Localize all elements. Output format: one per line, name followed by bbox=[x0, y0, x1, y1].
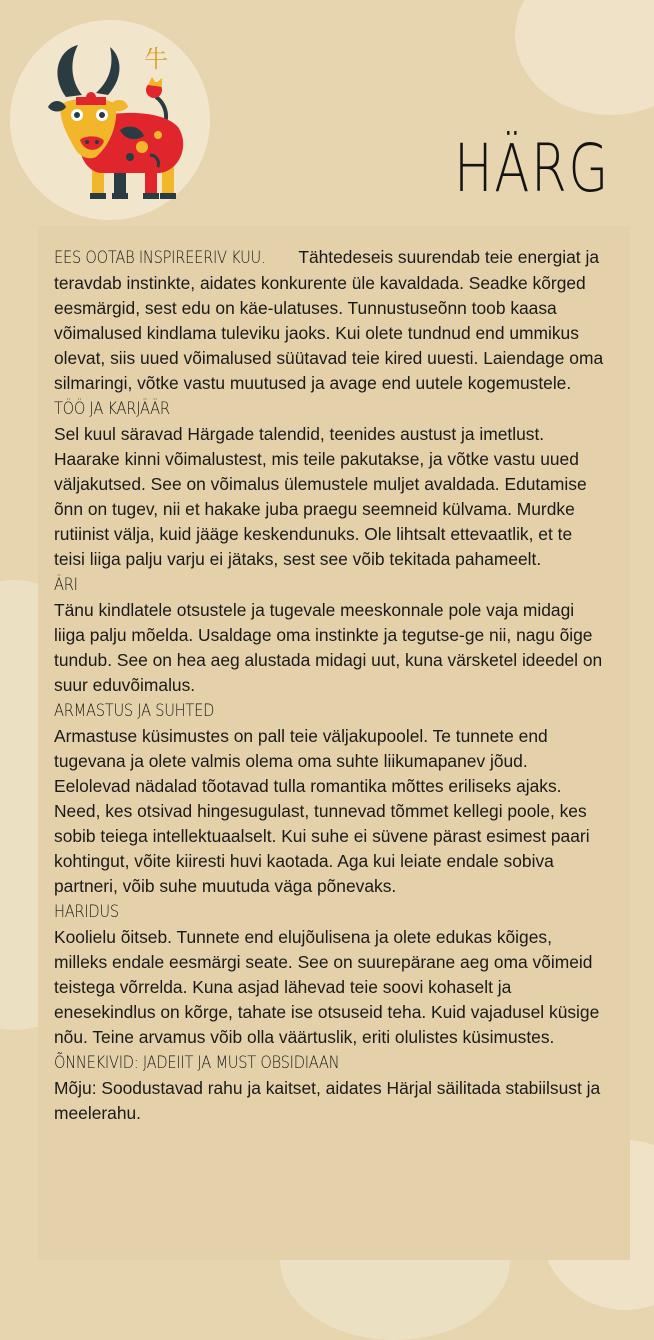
horoscope-text bbox=[54, 245, 606, 1126]
section-text-business: Tänu kindlatele otsustele ja tugevale meeskonnale pole vaja midagi liiga palju mõelda. Usaldage oma instinkte ja tegutse-ge nii, nagu õige tundub. See on hea aeg alustada midagi uut, kuna värsketel ideedel on suur eduvõimalus. bbox=[54, 600, 603, 695]
section-text-love: Armastuse küsimustes on pall teie väljakupoolel. Te tunnete end tugevana ja olete valmis olema oma suhte liikumapanev jõud. Eelolevad nädalad tõotavad tulla romantika mõttes eriliseks ajaks. Need, kes otsivad hingesugulast, tunnevad tõmmet kellegi poole, kes sobib teiega intellektuaalselt. Kui suhe ei süvene pärast esimest paari kohtingut, võite kiiresti huvi kaotada. Aga kui leiate endale sobiva partneri, võib suhe muutuda väga põnevaks. bbox=[54, 726, 590, 896]
section-heading-work: TÖÖ JA KARJÄÄR bbox=[54, 399, 170, 419]
section-text-work: Sel kuul säravad Härgade talendid, teenides austust ja imetlust. Haarake kinni võimalustest, mis teile pakutakse, ja võtke vastu uued väljakutsed. See on võimalus ülemustele muljet avaldada. Edutamise õnn on tugev, nii et hakake juba praegu seemneid külvama. Murdke rutiinist välja, kuid jääge keskendunuks. Ole lihtsalt ettevaatlik, et te teisi liiga palju varju ei jätaks, sest see võib tekitada pahameelt. bbox=[54, 424, 587, 569]
intro-paragraph bbox=[54, 245, 606, 396]
chinese-glyph: 牛 bbox=[144, 45, 168, 73]
section-text-stones: Mõju: Soodustavad rahu ja kaitset, aidates Härjal säilitada stabiilsust ja meelerahu. bbox=[54, 1078, 601, 1123]
section-text-education: Koolielu õitseb. Tunnete end elujõulisena ja olete edukas kõiges, milleks endale eesmärgi seate. See on suurepärane aeg oma võimeid teistega võrrelda. Kuna asjad lähevad teie soovi kohaselt ja enesekindlus on kõrge, tahate ise otsuseid teha. Kuid vajadusel küsige nõu. Teine arvamus võib olla väärtuslik, eriti olulistes küsimustes. bbox=[54, 927, 600, 1047]
section-heading-business: ÄRI bbox=[54, 575, 78, 595]
sign-title: HÄRG bbox=[454, 130, 610, 207]
decorative-circle bbox=[515, 0, 654, 115]
intro-text: Tähtedeseis suurendab teie energiat ja teravdab instinkte, aidates konkurente üle kavaldada. Seadke kõrged eesmärgid, sest edu on käe-ulatuses. Tunnustuseõnn toob kaasa võimalused kindlama tuleviku jaoks. Kui olete tundnud end ummikus olevat, siis uued võimalused süütavad teie kired uuesti. Laiendage oma silmaringi, võtke vastu muutused ja avage end uutele kogemustele. bbox=[54, 247, 604, 393]
section-heading-education: HARIDUS bbox=[54, 902, 119, 922]
section-heading-stones: ÕNNEKIVID: JADEIIT JA MUST OBSIDIAAN bbox=[54, 1053, 340, 1073]
intro-lead: EES OOTAB INSPIREERIV KUU. bbox=[54, 248, 266, 268]
section-heading-love: ARMASTUS JA SUHTED bbox=[54, 701, 215, 721]
ox-illustration bbox=[30, 35, 200, 210]
